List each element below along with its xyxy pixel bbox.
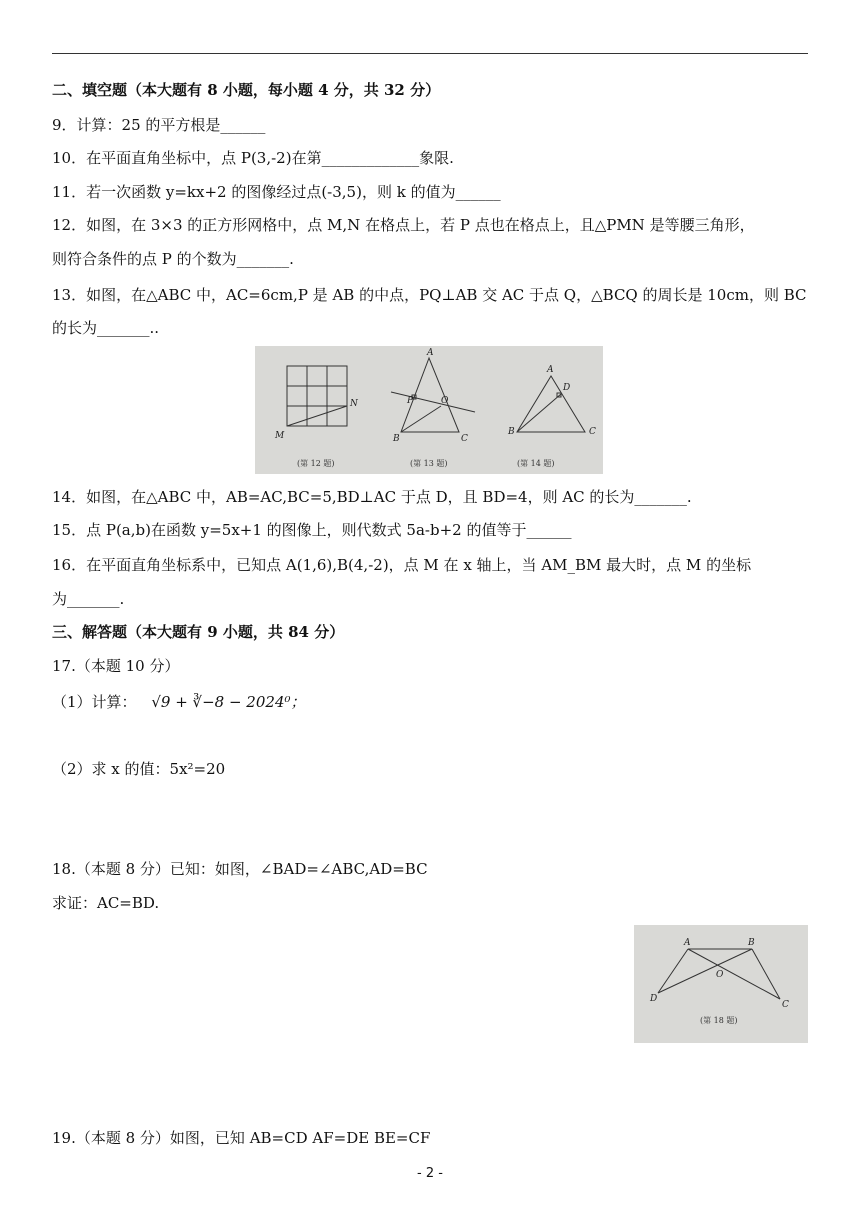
question-18-line1: 18.（本题 8 分）已知：如图，∠BAD=∠ABC,AD=BC xyxy=(52,860,428,878)
section3-heading: 三、解答题（本大题有 9 小题，共 84 分） xyxy=(52,623,345,641)
header-rule xyxy=(52,53,808,54)
fig18-label-c: C xyxy=(782,1000,789,1010)
fig14-label-d: D xyxy=(563,383,571,393)
fig18-label-a: A xyxy=(684,938,691,948)
figure-strip-12-13-14 xyxy=(255,346,603,474)
fig18-label-b: B xyxy=(748,938,755,948)
figure-12-grid xyxy=(287,366,347,426)
fig13-label-p: P xyxy=(407,396,414,406)
q17-1-expression: √9 + ∛−8 − 2024⁰； xyxy=(151,693,306,711)
caption-14: (第 14 题) xyxy=(517,459,555,468)
figure-13-triangle xyxy=(391,358,475,432)
figures-12-13-14 xyxy=(255,346,603,474)
question-17-2: （2）求 x 的值：5x²=20 xyxy=(52,760,226,778)
question-17: 17.（本题 10 分） xyxy=(52,657,180,675)
question-18-line2: 求证：AC=BD. xyxy=(52,894,160,912)
fig14-label-a: A xyxy=(547,365,554,375)
figure-14-triangle xyxy=(517,376,585,432)
q17-1-prefix: （1）计算： xyxy=(52,693,137,711)
question-13-line1: 13．如图，在△ABC 中，AC=6cm,P 是 AB 的中点，PQ⊥AB 交 AC 于点 Q，△BCQ 的周长是 10cm，则 BC xyxy=(52,286,807,304)
fig13-label-a: A xyxy=(427,348,434,358)
caption-18: (第 18 题) xyxy=(700,1016,738,1025)
fig12-label-m: M xyxy=(275,431,285,441)
fig14-label-c: C xyxy=(589,427,596,437)
question-17-1 xyxy=(52,692,306,712)
page-number: - 2 - xyxy=(417,1166,443,1181)
caption-12: (第 12 题) xyxy=(297,459,335,468)
question-16-line1: 16．在平面直角坐标系中，已知点 A(1,6),B(4,-2)，点 M 在 x 轴上，当 AM_BM 最大时，点 M 的坐标 xyxy=(52,556,752,574)
fig13-label-c: C xyxy=(461,434,468,444)
fig14-label-b: B xyxy=(508,427,515,437)
figure-18 xyxy=(634,925,808,1043)
question-15: 15．点 P(a,b)在函数 y=5x+1 的图像上，则代数式 5a-b+2 的值等于______ xyxy=(52,521,572,539)
question-11: 11．若一次函数 y=kx+2 的图像经过点(-3,5)，则 k 的值为______ xyxy=(52,183,501,201)
question-13-line2: 的长为_______.. xyxy=(52,319,160,337)
question-12-line1: 12．如图，在 3×3 的正方形网格中，点 M,N 在格点上，若 P 点也在格点上，且△PMN 是等腰三角形， xyxy=(52,216,755,234)
fig13-label-b: B xyxy=(393,434,400,444)
question-9: 9．计算：25 的平方根是______ xyxy=(52,116,266,134)
question-16-line2: 为_______. xyxy=(52,590,125,608)
question-14: 14．如图，在△ABC 中，AB=AC,BC=5,BD⊥AC 于点 D，且 BD=4，则 AC 的长为_______. xyxy=(52,488,692,506)
question-10: 10．在平面直角坐标中，点 P(3,-2)在第_____________象限. xyxy=(52,149,454,167)
question-12-line2: 则符合条件的点 P 的个数为_______. xyxy=(52,250,294,268)
figure-18-diagram xyxy=(634,925,808,1043)
section2-heading: 二、填空题（本大题有 8 小题，每小题 4 分，共 32 分） xyxy=(52,81,441,99)
fig18-label-o: O xyxy=(716,970,724,980)
fig12-label-n: N xyxy=(350,399,358,409)
fig13-label-o: O xyxy=(441,396,449,406)
fig18-label-d: D xyxy=(650,994,658,1004)
question-19: 19.（本题 8 分）如图，已知 AB=CD AF=DE BE=CF xyxy=(52,1129,431,1147)
caption-13: (第 13 题) xyxy=(410,459,448,468)
